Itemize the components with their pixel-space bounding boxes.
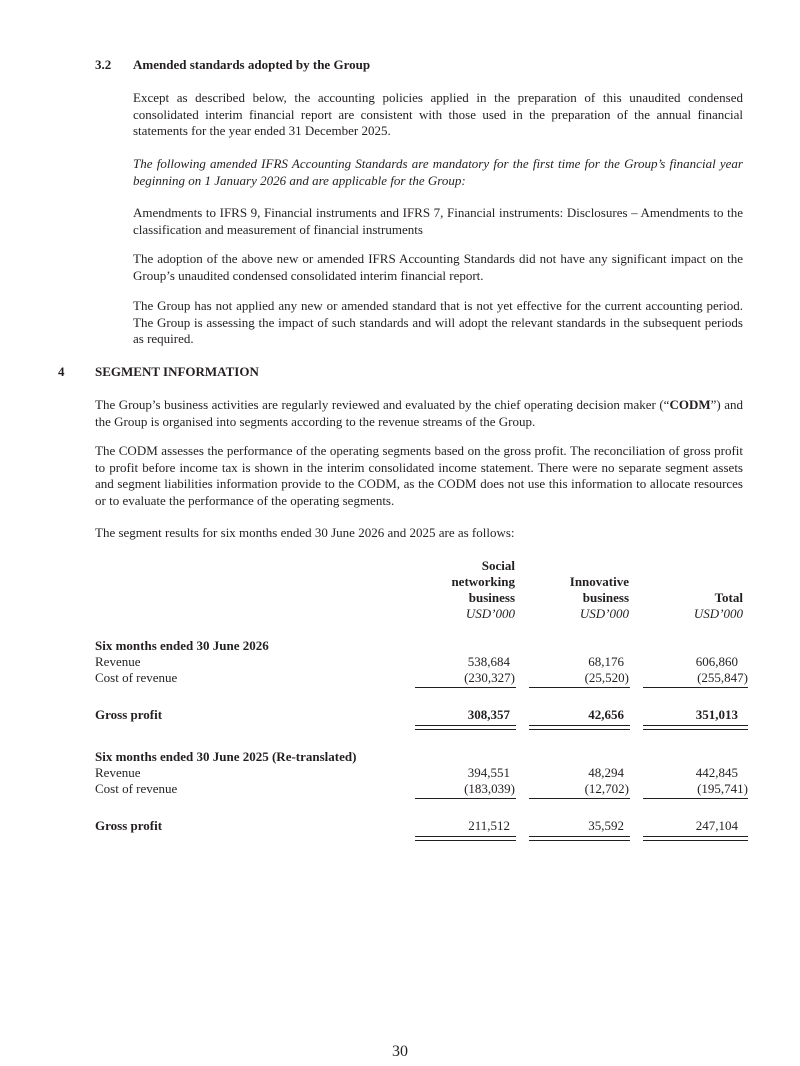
gross-social-2026: 308,357 (467, 707, 510, 722)
subtotal-rule (415, 798, 516, 799)
revenue-total-2026: 606,860 (695, 654, 738, 669)
section-number-4: 4 (58, 364, 65, 379)
revenue-total-2025: 442,845 (695, 765, 738, 780)
gross-total-2026: 351,013 (695, 707, 738, 722)
paragraph-segment-results-intro: The segment results for six months ended 30 June 2026 and 2025 are as follows: (95, 525, 515, 540)
paragraph-not-yet-effective: The Group has not applied any new or amended standard that is not yet effective for the current accounting period. The Group is assessing the impact of such standards and will adopt the relevant standards in the subsequent periods as required. (133, 298, 743, 346)
paragraph-adoption-impact: The adoption of the above new or amended IFRS Accounting Standards did not have any significant impact on the Group’s unaudited condensed consolidated interim financial report. (133, 251, 743, 283)
period-2025-title: Six months ended 30 June 2025 (Re-translated) (95, 749, 357, 764)
cost-label-2025: Cost of revenue (95, 781, 178, 796)
header-social-line2: networking (451, 574, 515, 589)
gross-total-2025: 247,104 (695, 818, 738, 833)
gross-social-2025: 211,512 (468, 818, 510, 833)
subtotal-rule (415, 687, 516, 688)
paragraph-codm-assessment: The CODM assesses the performance of the operating segments based on the gross profit. The reconciliation of gross profit to profit before income tax is shown in the interim consolidated income statement. There were no separate segment assets and segment liabilities information provide to the CODM, as the CODM does not use this information to allocate resources or to evaluate the performance of the operating segments. (95, 443, 743, 508)
total-double-rule (415, 729, 516, 730)
section-heading-3-2: Amended standards adopted by the Group (133, 57, 371, 72)
total-double-rule (415, 836, 516, 837)
cost-total-2026: (255,847) (697, 670, 748, 685)
cost-label-2026: Cost of revenue (95, 670, 178, 685)
gross-profit-label-2026: Gross profit (95, 707, 163, 722)
paragraph-amended-standards-intro: The following amended IFRS Accounting Standards are mandatory for the first time for the Group’s financial year beginning on 1 January 2026 and are applicable for the Group: (133, 156, 743, 188)
revenue-innovative-2026: 68,176 (588, 654, 624, 669)
cost-total-2025: (195,741) (697, 781, 748, 796)
codm-text-after: ”) and the Group is organised into segments according to the revenue streams of the Group. (95, 397, 743, 429)
gross-profit-label-2025: Gross profit (95, 818, 163, 833)
header-total-line1: Total (714, 590, 743, 605)
paragraph-accounting-policies: Except as described below, the accounting policies applied in the preparation of this unaudited condensed consolidated interim financial report are consistent with those used in the preparation of the annual financial statements for the year ended 31 December 2025. (133, 90, 743, 138)
subtotal-rule (529, 798, 630, 799)
total-double-rule (415, 725, 516, 726)
total-double-rule (415, 840, 516, 841)
cost-innovative-2026: (25,520) (584, 670, 629, 685)
cost-social-2025: (183,039) (464, 781, 515, 796)
total-double-rule (529, 725, 630, 726)
header-innovative-unit: USD’000 (579, 606, 629, 621)
header-social-line3: business (468, 590, 515, 605)
total-double-rule (643, 836, 748, 837)
section-number-3-2: 3.2 (95, 57, 112, 72)
header-social-unit: USD’000 (465, 606, 515, 621)
revenue-innovative-2025: 48,294 (588, 765, 624, 780)
gross-innovative-2026: 42,656 (588, 707, 624, 722)
cost-social-2026: (230,327) (464, 670, 515, 685)
paragraph-codm (95, 397, 743, 430)
revenue-social-2025: 394,551 (467, 765, 510, 780)
total-double-rule (643, 840, 748, 841)
revenue-label-2025: Revenue (95, 765, 141, 780)
header-innovative-line1: Innovative (569, 574, 629, 589)
paragraph-ifrs-amendments: Amendments to IFRS 9, Financial instruments and IFRS 7, Financial instruments: Disclosures – Amendments to the classification and measurement of financial instruments (133, 205, 743, 237)
total-double-rule (643, 729, 748, 730)
header-total-unit: USD’000 (693, 606, 743, 621)
cost-innovative-2025: (12,702) (584, 781, 629, 796)
page-number: 30 (392, 1043, 408, 1060)
total-double-rule (529, 836, 630, 837)
subtotal-rule (529, 687, 630, 688)
codm-text-before: The Group’s business activities are regularly reviewed and evaluated by the chief operating decision maker (“ (95, 397, 670, 412)
header-innovative-line2: business (582, 590, 629, 605)
gross-innovative-2025: 35,592 (588, 818, 624, 833)
header-social-line1: Social (481, 558, 515, 573)
total-double-rule (643, 725, 748, 726)
codm-abbreviation: CODM (669, 397, 711, 412)
period-2026-title: Six months ended 30 June 2026 (95, 638, 269, 653)
revenue-social-2026: 538,684 (467, 654, 510, 669)
total-double-rule (529, 729, 630, 730)
subtotal-rule (643, 687, 748, 688)
revenue-label-2026: Revenue (95, 654, 141, 669)
subtotal-rule (643, 798, 748, 799)
section-heading-4: SEGMENT INFORMATION (95, 364, 259, 379)
total-double-rule (529, 840, 630, 841)
